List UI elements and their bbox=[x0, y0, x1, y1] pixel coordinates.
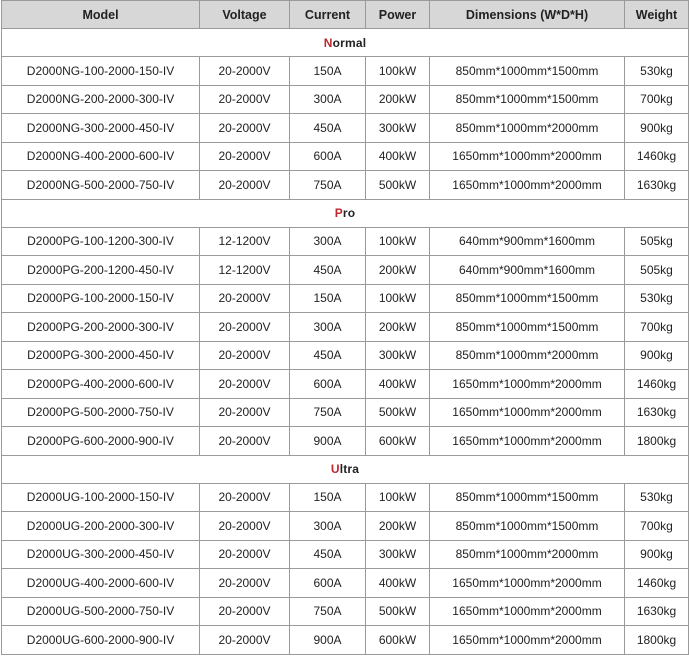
current-cell: 900A bbox=[290, 427, 366, 456]
voltage-cell: 20-2000V bbox=[200, 483, 290, 512]
voltage-cell: 20-2000V bbox=[200, 540, 290, 569]
power-cell: 200kW bbox=[366, 85, 430, 114]
voltage-cell: 20-2000V bbox=[200, 427, 290, 456]
weight-cell: 505kg bbox=[625, 256, 689, 285]
voltage-cell: 20-2000V bbox=[200, 171, 290, 200]
power-cell: 100kW bbox=[366, 227, 430, 256]
dimensions-cell: 850mm*1000mm*1500mm bbox=[430, 313, 625, 342]
current-cell: 450A bbox=[290, 114, 366, 143]
model-cell: D2000UG-200-2000-300-IV bbox=[2, 512, 200, 541]
current-cell: 750A bbox=[290, 398, 366, 427]
model-cell: D2000UG-500-2000-750-IV bbox=[2, 597, 200, 626]
current-cell: 600A bbox=[290, 569, 366, 598]
table-row bbox=[2, 540, 689, 569]
section-row bbox=[2, 455, 689, 483]
table-row bbox=[2, 427, 689, 456]
dimensions-cell: 1650mm*1000mm*2000mm bbox=[430, 142, 625, 171]
power-cell: 200kW bbox=[366, 313, 430, 342]
dimensions-cell: 640mm*900mm*1600mm bbox=[430, 256, 625, 285]
dimensions-cell: 1650mm*1000mm*2000mm bbox=[430, 597, 625, 626]
weight-cell: 530kg bbox=[625, 483, 689, 512]
weight-cell: 1630kg bbox=[625, 398, 689, 427]
power-cell: 300kW bbox=[366, 341, 430, 370]
model-cell: D2000UG-400-2000-600-IV bbox=[2, 569, 200, 598]
model-cell: D2000PG-600-2000-900-IV bbox=[2, 427, 200, 456]
dimensions-cell: 850mm*1000mm*1500mm bbox=[430, 512, 625, 541]
voltage-cell: 20-2000V bbox=[200, 57, 290, 86]
current-cell: 300A bbox=[290, 227, 366, 256]
header-row bbox=[2, 1, 689, 29]
section-title-rest: ormal bbox=[332, 35, 367, 50]
dimensions-cell: 850mm*1000mm*1500mm bbox=[430, 57, 625, 86]
power-cell: 400kW bbox=[366, 569, 430, 598]
current-cell: 600A bbox=[290, 370, 366, 399]
model-cell: D2000PG-100-1200-300-IV bbox=[2, 227, 200, 256]
table-body bbox=[2, 29, 689, 655]
voltage-cell: 20-2000V bbox=[200, 284, 290, 313]
model-cell: D2000PG-400-2000-600-IV bbox=[2, 370, 200, 399]
header-voltage: Voltage bbox=[200, 1, 290, 29]
voltage-cell: 20-2000V bbox=[200, 398, 290, 427]
model-cell: D2000UG-300-2000-450-IV bbox=[2, 540, 200, 569]
dimensions-cell: 850mm*1000mm*2000mm bbox=[430, 341, 625, 370]
weight-cell: 530kg bbox=[625, 57, 689, 86]
dimensions-cell: 1650mm*1000mm*2000mm bbox=[430, 370, 625, 399]
header-weight: Weight bbox=[625, 1, 689, 29]
weight-cell: 700kg bbox=[625, 512, 689, 541]
dimensions-cell: 1650mm*1000mm*2000mm bbox=[430, 171, 625, 200]
power-cell: 300kW bbox=[366, 540, 430, 569]
header-model: Model bbox=[2, 1, 200, 29]
current-cell: 900A bbox=[290, 626, 366, 655]
dimensions-cell: 850mm*1000mm*1500mm bbox=[430, 284, 625, 313]
model-cell: D2000NG-100-2000-150-IV bbox=[2, 57, 200, 86]
section-title bbox=[2, 29, 689, 57]
voltage-cell: 20-2000V bbox=[200, 313, 290, 342]
weight-cell: 530kg bbox=[625, 284, 689, 313]
model-cell: D2000PG-200-1200-450-IV bbox=[2, 256, 200, 285]
current-cell: 450A bbox=[290, 256, 366, 285]
voltage-cell: 20-2000V bbox=[200, 142, 290, 171]
header-dimensions: Dimensions (W*D*H) bbox=[430, 1, 625, 29]
current-cell: 450A bbox=[290, 341, 366, 370]
table-row bbox=[2, 370, 689, 399]
table-row bbox=[2, 626, 689, 655]
model-cell: D2000UG-600-2000-900-IV bbox=[2, 626, 200, 655]
power-cell: 400kW bbox=[366, 370, 430, 399]
section-title bbox=[2, 455, 689, 483]
voltage-cell: 20-2000V bbox=[200, 512, 290, 541]
voltage-cell: 12-1200V bbox=[200, 227, 290, 256]
current-cell: 600A bbox=[290, 142, 366, 171]
weight-cell: 1460kg bbox=[625, 142, 689, 171]
table-row bbox=[2, 142, 689, 171]
dimensions-cell: 850mm*1000mm*1500mm bbox=[430, 85, 625, 114]
power-cell: 500kW bbox=[366, 597, 430, 626]
table-row bbox=[2, 256, 689, 285]
model-cell: D2000UG-100-2000-150-IV bbox=[2, 483, 200, 512]
table-row bbox=[2, 227, 689, 256]
model-cell: D2000PG-100-2000-150-IV bbox=[2, 284, 200, 313]
weight-cell: 1800kg bbox=[625, 427, 689, 456]
section-row bbox=[2, 199, 689, 227]
current-cell: 300A bbox=[290, 512, 366, 541]
header-power: Power bbox=[366, 1, 430, 29]
header-current: Current bbox=[290, 1, 366, 29]
specs-table bbox=[1, 0, 689, 655]
dimensions-cell: 850mm*1000mm*1500mm bbox=[430, 483, 625, 512]
weight-cell: 1460kg bbox=[625, 569, 689, 598]
table-row bbox=[2, 313, 689, 342]
table-row bbox=[2, 569, 689, 598]
voltage-cell: 20-2000V bbox=[200, 626, 290, 655]
model-cell: D2000NG-300-2000-450-IV bbox=[2, 114, 200, 143]
voltage-cell: 20-2000V bbox=[200, 341, 290, 370]
power-cell: 500kW bbox=[366, 398, 430, 427]
section-row bbox=[2, 29, 689, 57]
dimensions-cell: 1650mm*1000mm*2000mm bbox=[430, 569, 625, 598]
table-row bbox=[2, 597, 689, 626]
power-cell: 200kW bbox=[366, 512, 430, 541]
current-cell: 750A bbox=[290, 597, 366, 626]
table-row bbox=[2, 284, 689, 313]
current-cell: 300A bbox=[290, 85, 366, 114]
section-title-initial: N bbox=[323, 35, 333, 50]
current-cell: 450A bbox=[290, 540, 366, 569]
weight-cell: 900kg bbox=[625, 540, 689, 569]
power-cell: 100kW bbox=[366, 483, 430, 512]
voltage-cell: 12-1200V bbox=[200, 256, 290, 285]
weight-cell: 1630kg bbox=[625, 597, 689, 626]
weight-cell: 900kg bbox=[625, 341, 689, 370]
section-title-initial: U bbox=[330, 462, 340, 476]
voltage-cell: 20-2000V bbox=[200, 597, 290, 626]
section-title-initial: P bbox=[334, 206, 343, 220]
weight-cell: 1630kg bbox=[625, 171, 689, 200]
dimensions-cell: 1650mm*1000mm*2000mm bbox=[430, 398, 625, 427]
dimensions-cell: 1650mm*1000mm*2000mm bbox=[430, 626, 625, 655]
power-cell: 200kW bbox=[366, 256, 430, 285]
weight-cell: 505kg bbox=[625, 227, 689, 256]
model-cell: D2000PG-200-2000-300-IV bbox=[2, 313, 200, 342]
table-row bbox=[2, 171, 689, 200]
power-cell: 100kW bbox=[366, 284, 430, 313]
table-row bbox=[2, 483, 689, 512]
section-title-rest: ro bbox=[342, 206, 356, 220]
weight-cell: 900kg bbox=[625, 114, 689, 143]
power-cell: 100kW bbox=[366, 57, 430, 86]
table-row bbox=[2, 512, 689, 541]
power-cell: 600kW bbox=[366, 427, 430, 456]
voltage-cell: 20-2000V bbox=[200, 569, 290, 598]
current-cell: 150A bbox=[290, 284, 366, 313]
power-cell: 600kW bbox=[366, 626, 430, 655]
table-row bbox=[2, 57, 689, 86]
voltage-cell: 20-2000V bbox=[200, 370, 290, 399]
model-cell: D2000NG-400-2000-600-IV bbox=[2, 142, 200, 171]
power-cell: 300kW bbox=[366, 114, 430, 143]
model-cell: D2000PG-300-2000-450-IV bbox=[2, 341, 200, 370]
power-cell: 400kW bbox=[366, 142, 430, 171]
weight-cell: 700kg bbox=[625, 85, 689, 114]
section-title-rest: ltra bbox=[339, 462, 360, 476]
dimensions-cell: 850mm*1000mm*2000mm bbox=[430, 114, 625, 143]
current-cell: 150A bbox=[290, 483, 366, 512]
dimensions-cell: 1650mm*1000mm*2000mm bbox=[430, 427, 625, 456]
current-cell: 300A bbox=[290, 313, 366, 342]
model-cell: D2000NG-200-2000-300-IV bbox=[2, 85, 200, 114]
section-title bbox=[2, 199, 689, 227]
table-row bbox=[2, 341, 689, 370]
voltage-cell: 20-2000V bbox=[200, 114, 290, 143]
weight-cell: 700kg bbox=[625, 313, 689, 342]
table-row bbox=[2, 85, 689, 114]
weight-cell: 1460kg bbox=[625, 370, 689, 399]
current-cell: 750A bbox=[290, 171, 366, 200]
current-cell: 150A bbox=[290, 57, 366, 86]
voltage-cell: 20-2000V bbox=[200, 85, 290, 114]
model-cell: D2000NG-500-2000-750-IV bbox=[2, 171, 200, 200]
dimensions-cell: 850mm*1000mm*2000mm bbox=[430, 540, 625, 569]
power-cell: 500kW bbox=[366, 171, 430, 200]
table-row bbox=[2, 398, 689, 427]
table-row bbox=[2, 114, 689, 143]
model-cell: D2000PG-500-2000-750-IV bbox=[2, 398, 200, 427]
weight-cell: 1800kg bbox=[625, 626, 689, 655]
dimensions-cell: 640mm*900mm*1600mm bbox=[430, 227, 625, 256]
